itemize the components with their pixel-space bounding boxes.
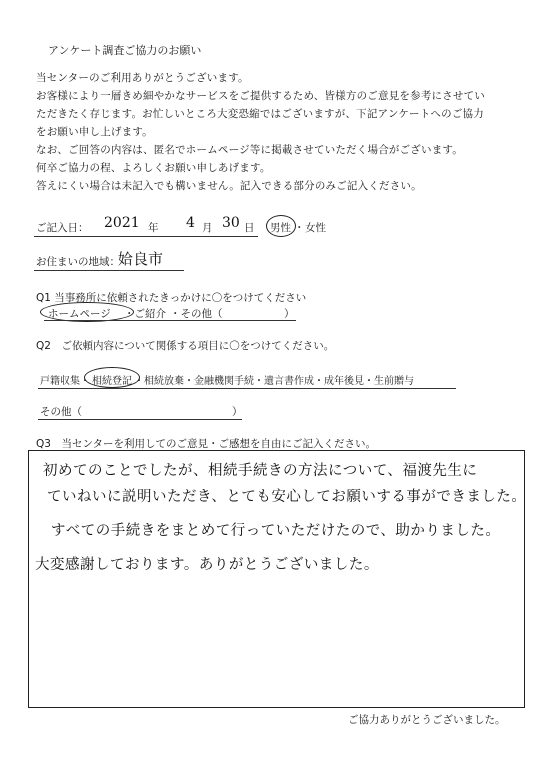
- intro-line-2: お客様により一層きめ細やかなサービスをご提供するため、皆様方のご意見を参考にさせてい: [36, 90, 485, 102]
- entry-day-value: 30: [222, 215, 240, 231]
- q1-option-other[interactable]: ・その他（: [170, 308, 223, 320]
- q1-underline: [44, 320, 296, 321]
- q2-option-inheritance-registration[interactable]: 相続登記: [92, 376, 132, 387]
- q3-answer-line-2: ていねいに説明いただき、とても安心してお願いする事ができました。: [47, 489, 527, 505]
- intro-line-3: ただきたく存じます。お忙しいところ大変恐縮ではございますが、下記アンケートへのご協力: [36, 108, 484, 120]
- q1-option-homepage[interactable]: ホームページ: [48, 308, 111, 320]
- q2-other-underline: [38, 419, 242, 420]
- gender-separator: ・: [294, 222, 305, 234]
- q1-text: Q1 当事務所に依頼されたきっかけに〇をつけてください: [36, 292, 307, 304]
- q1-option-other-close: ）: [284, 308, 295, 320]
- q3-answer-line-3: すべての手続きをまとめて行っていただけたので、助かりました。: [51, 523, 501, 539]
- entry-month-unit: 月: [202, 222, 213, 234]
- intro-line-7: 答えにくい場合は未記入でも構いません。記入できる部分のみご記入ください。: [36, 180, 422, 192]
- entry-date-underline: [34, 236, 258, 237]
- q3-answer-box[interactable]: [28, 450, 525, 708]
- gender-male-option[interactable]: 男性: [270, 222, 291, 234]
- entry-day-unit: 日: [244, 222, 255, 234]
- q3-answer-line-4: 大変感謝しております。ありがとうございました。: [35, 557, 379, 573]
- q2-other-label[interactable]: その他（: [40, 406, 82, 418]
- closing-thanks: ご協力ありがとうございました。: [348, 714, 506, 726]
- intro-line-6: 何卒ご協力の程、よろしくお願い申しあげます。: [36, 162, 271, 174]
- survey-title: アンケート調査ご協力のお願い: [48, 44, 202, 57]
- q1-option-referral[interactable]: ・ご紹介: [124, 308, 166, 320]
- entry-date-label: ご記入日：: [36, 222, 89, 234]
- intro-line-5: なお、ご回答の内容は、匿名でホームページ等に掲載させていただく場合がございます。: [36, 144, 463, 156]
- entry-year-value: 2021: [104, 215, 140, 231]
- entry-month-value: 4: [186, 215, 195, 231]
- intro-line-4: をお願い申し上げます。: [36, 126, 153, 138]
- q2-other-close: ）: [232, 406, 243, 418]
- q3-answer-line-1: 初めてのことでしたが、相続手続きの方法について、福渡先生に: [43, 463, 478, 479]
- q2-option-koseki[interactable]: 戸籍収集・: [40, 376, 90, 387]
- q2-option-others-list[interactable]: ・相続放棄・金融機関手続・遺言書作成・成年後見・生前贈与: [134, 376, 414, 387]
- entry-year-unit: 年: [148, 222, 159, 234]
- q2-options-underline: [38, 388, 456, 389]
- residence-label: お住まいの地域：: [36, 256, 120, 268]
- q2-text: Q2 ご依頼内容について関係する項目に〇をつけてください。: [36, 340, 335, 352]
- intro-line-1: 当センターのご利用ありがとうございます。: [36, 72, 249, 84]
- residence-underline: [34, 270, 184, 271]
- residence-value: 姶良市: [118, 250, 164, 268]
- q3-text: Q3 当センターを利用してのご意見・ご感想を自由にご記入ください。: [36, 438, 377, 450]
- gender-female-option[interactable]: 女性: [305, 222, 326, 234]
